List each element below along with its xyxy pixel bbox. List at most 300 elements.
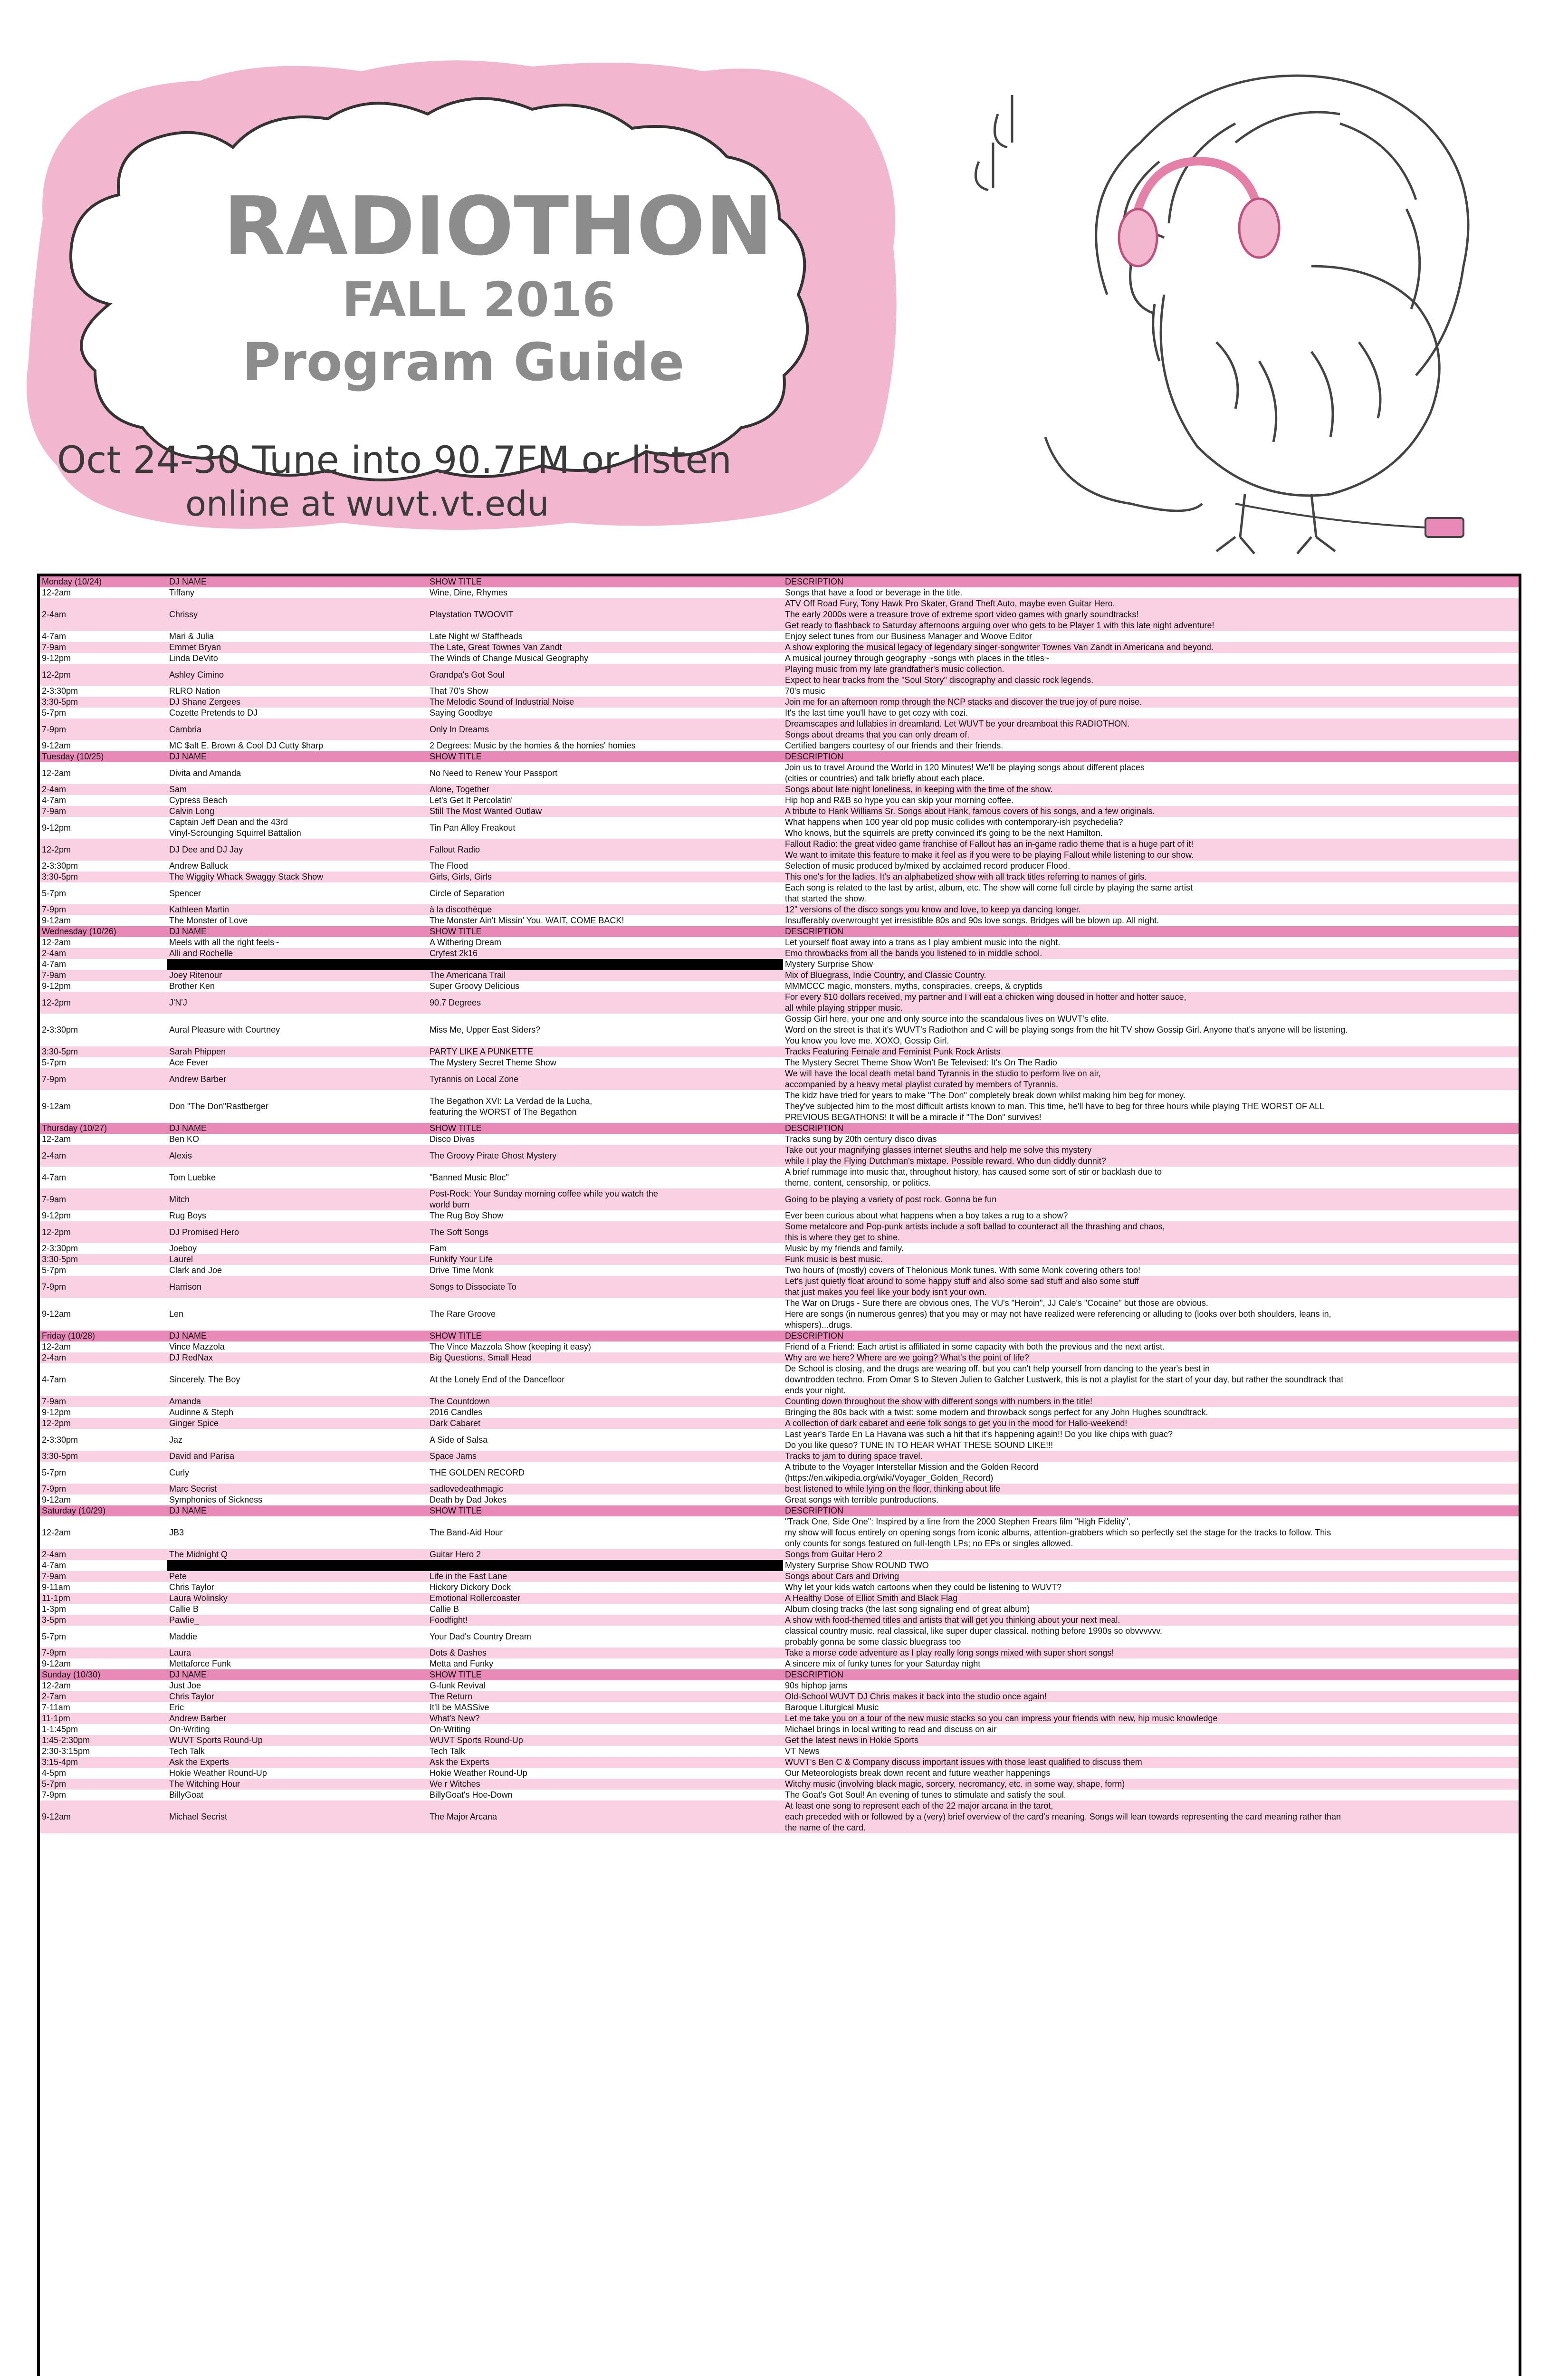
schedule-row <box>40 1057 1519 1068</box>
show-title: The Flood <box>428 861 783 872</box>
dj-name: The Monster of Love <box>167 915 428 926</box>
show-description: 12" versions of the disco songs you know and love, to keep ya dancing longer. <box>783 904 1519 915</box>
time-slot: 5-7pm <box>40 1462 167 1484</box>
schedule-row <box>40 642 1519 653</box>
show-description: Bringing the 80s back with a twist: some modern and throwback songs perfect for any John Hughes soundtrack. <box>783 1407 1519 1418</box>
dj-name: Kathleen Martin <box>167 904 428 915</box>
time-slot: 9-12pm <box>40 653 167 664</box>
show-title-header: SHOW TITLE <box>428 576 783 587</box>
show-title: Tech Talk <box>428 1746 783 1757</box>
show-title: Hokie Weather Round-Up <box>428 1768 783 1779</box>
time-slot: 7-9am <box>40 970 167 981</box>
time-slot: 7-9am <box>40 642 167 653</box>
show-title: Circle of Separation <box>428 882 783 904</box>
schedule-row <box>40 1757 1519 1768</box>
show-description: A collection of dark cabaret and eerie folk songs to get you in the mood for Hallo-weekend! <box>783 1418 1519 1429</box>
time-slot: 3:15-4pm <box>40 1757 167 1768</box>
time-slot: 4-7am <box>40 1167 167 1188</box>
dj-name: Just Joe <box>167 1680 428 1691</box>
dj-name: Tech Talk <box>167 1746 428 1757</box>
schedule-row <box>40 1648 1519 1658</box>
time-slot: 3-5pm <box>40 1615 167 1626</box>
show-description: A brief rummage into music that, throughout history, has caused some sort of stir or backlash due to theme, content, censorship, or politics. <box>783 1167 1519 1188</box>
time-slot: 12-2pm <box>40 1418 167 1429</box>
schedule-row <box>40 839 1519 861</box>
time-slot: 7-9pm <box>40 1648 167 1658</box>
show-title: Playstation TWOOVIT <box>428 598 783 631</box>
schedule-row <box>40 686 1519 697</box>
schedule-row <box>40 904 1519 915</box>
time-slot: 7-9pm <box>40 1790 167 1801</box>
schedule-row <box>40 861 1519 872</box>
show-title: On-Writing <box>428 1724 783 1735</box>
show-description: Let yourself float away into a trans as I play ambient music into the night. <box>783 937 1519 948</box>
show-description: Counting down throughout the show with different songs with numbers in the title! <box>783 1396 1519 1407</box>
show-description: Join us to travel Around the World in 120 Minutes! We'll be playing songs about different places (cities or countries) and talk briefly about each place. <box>783 762 1519 784</box>
time-slot: 5-7pm <box>40 882 167 904</box>
show-description: The Goat's Got Soul! An evening of tunes to stimulate and satisfy the soul. <box>783 1790 1519 1801</box>
schedule-row <box>40 1341 1519 1352</box>
music-player-icon <box>1235 504 1463 537</box>
show-title: PARTY LIKE A PUNKETTE <box>428 1046 783 1057</box>
description-header: DESCRIPTION <box>783 1331 1519 1341</box>
show-description: A show with food-themed titles and artists that will get you thinking about your next meal. <box>783 1615 1519 1626</box>
show-description: Let me take you on a tour of the new music stacks so you can impress your friends with new, hip music knowledge <box>783 1713 1519 1724</box>
show-description: Great songs with terrible puntroductions. <box>783 1495 1519 1505</box>
schedule-row <box>40 1188 1519 1210</box>
dj-name: Ginger Spice <box>167 1418 428 1429</box>
dj-name: Curly <box>167 1462 428 1484</box>
dj-name: RLRO Nation <box>167 686 428 697</box>
day-name: Saturday (10/29) <box>40 1505 167 1516</box>
show-title-header: SHOW TITLE <box>428 926 783 937</box>
show-title: The Rare Groove <box>428 1298 783 1331</box>
show-title: The Countdown <box>428 1396 783 1407</box>
schedule-row <box>40 1352 1519 1363</box>
time-slot: 7-9am <box>40 1188 167 1210</box>
dj-name-header: DJ NAME <box>167 1505 428 1516</box>
day-header-row <box>40 751 1519 762</box>
day-name: Wednesday (10/26) <box>40 926 167 937</box>
schedule-row <box>40 1407 1519 1418</box>
show-title: Tin Pan Alley Freakout <box>428 817 783 839</box>
show-description: Tracks sung by 20th century disco divas <box>783 1134 1519 1145</box>
day-name: Sunday (10/30) <box>40 1669 167 1680</box>
time-slot: 9-12pm <box>40 1210 167 1221</box>
dj-name: Captain Jeff Dean and the 43rd Vinyl-Scrounging Squirrel Battalion <box>167 817 428 839</box>
time-slot: 7-9am <box>40 806 167 817</box>
show-title: Emotional Rollercoaster <box>428 1593 783 1604</box>
dj-name: DJ RedNax <box>167 1352 428 1363</box>
time-slot: 2-4am <box>40 1145 167 1167</box>
show-title: The Melodic Sound of Industrial Noise <box>428 697 783 708</box>
time-slot: 2:30-3:15pm <box>40 1746 167 1757</box>
schedule-row <box>40 882 1519 904</box>
dj-name: Pawlie_ <box>167 1615 428 1626</box>
dj-name: Linda DeVito <box>167 653 428 664</box>
show-description: Michael brings in local writing to read and discuss on air <box>783 1724 1519 1735</box>
dj-name: Mitch <box>167 1188 428 1210</box>
schedule-row <box>40 1691 1519 1702</box>
day-name: Tuesday (10/25) <box>40 751 167 762</box>
time-slot: 11-1pm <box>40 1713 167 1724</box>
show-description: Mystery Surprise Show <box>783 959 1519 970</box>
time-slot: 4-7am <box>40 959 167 970</box>
show-description: A tribute to Hank Williams Sr. Songs about Hank, famous covers of his songs, and a few originals. <box>783 806 1519 817</box>
dj-name: Ashley Cimino <box>167 664 428 686</box>
day-name: Thursday (10/27) <box>40 1123 167 1134</box>
schedule-row <box>40 697 1519 708</box>
show-title: The Band-Aid Hour <box>428 1516 783 1549</box>
show-description: Friend of a Friend: Each artist is affiliated in some capacity with both the previous and the next artist. <box>783 1341 1519 1352</box>
time-slot: 5-7pm <box>40 1626 167 1648</box>
time-slot: 2-4am <box>40 1549 167 1560</box>
show-title: Metta and Funky <box>428 1658 783 1669</box>
time-slot: 9-12pm <box>40 817 167 839</box>
dj-name: Chris Taylor <box>167 1691 428 1702</box>
show-description: Playing music from my late grandfather's music collection. Expect to hear tracks from the "Soul Story" discography and classic rock legends. <box>783 664 1519 686</box>
schedule-row <box>40 1396 1519 1407</box>
dj-name: J'N'J <box>167 992 428 1014</box>
show-title-header: SHOW TITLE <box>428 1123 783 1134</box>
show-title: BillyGoat's Hoe-Down <box>428 1790 783 1801</box>
dj-name: On-Writing <box>167 1724 428 1735</box>
day-header-row <box>40 926 1519 937</box>
dj-name: Cypress Beach <box>167 795 428 806</box>
show-description: Tracks to jam to during space travel. <box>783 1451 1519 1462</box>
show-title: The Begathon XVI: La Verdad de la Lucha, featuring the WORST of The Begathon <box>428 1090 783 1123</box>
time-slot: 2-4am <box>40 598 167 631</box>
show-title: Alone, Together <box>428 784 783 795</box>
show-title: That 70's Show <box>428 686 783 697</box>
time-slot: 11-1pm <box>40 1593 167 1604</box>
time-slot: 9-12am <box>40 1495 167 1505</box>
schedule-row <box>40 1484 1519 1495</box>
show-title: Cryfest 2k16 <box>428 948 783 959</box>
day-header-row <box>40 1331 1519 1341</box>
tagline-line-1: Oct 24-30 Tune into 90.7FM or listen <box>57 439 732 482</box>
show-description: Hip hop and R&B so hype you can skip your morning coffee. <box>783 795 1519 806</box>
dj-name: Sincerely, The Boy <box>167 1363 428 1396</box>
show-title: No Need to Renew Your Passport <box>428 762 783 784</box>
schedule-row <box>40 1090 1519 1123</box>
show-description: Some metalcore and Pop-punk artists include a soft ballad to counteract all the thrashing and chaos, this is where they get to shine. <box>783 1221 1519 1243</box>
show-title: Life in the Fast Lane <box>428 1571 783 1582</box>
show-description: Mix of Bluegrass, Indie Country, and Classic Country. <box>783 970 1519 981</box>
show-title: Fallout Radio <box>428 839 783 861</box>
show-description: For every $10 dollars received, my partner and I will eat a chicken wing doused in hotter and hotter sauce, all while playing stripper music. <box>783 992 1519 1014</box>
show-description: Album closing tracks (the last song signaling end of great album) <box>783 1604 1519 1615</box>
dj-name: Chris Taylor <box>167 1582 428 1593</box>
time-slot: 3:30-5pm <box>40 872 167 882</box>
schedule-row <box>40 992 1519 1014</box>
schedule-row <box>40 664 1519 686</box>
schedule-table <box>40 576 1519 1833</box>
dj-name: DJ Promised Hero <box>167 1221 428 1243</box>
show-description: We will have the local death metal band Tyrannis in the studio to perform live on air, accompanied by a heavy metal playlist curated by members of Tyrannis. <box>783 1068 1519 1090</box>
show-description: Emo throwbacks from all the bands you listened to in middle school. <box>783 948 1519 959</box>
show-description: Take a morse code adventure as I play really long songs mixed with super short songs! <box>783 1648 1519 1658</box>
show-title: Grandpa's Got Soul <box>428 664 783 686</box>
dj-name: Jaz <box>167 1429 428 1451</box>
time-slot: 7-9am <box>40 1571 167 1582</box>
show-title: Only In Dreams <box>428 719 783 740</box>
description-header: DESCRIPTION <box>783 926 1519 937</box>
time-slot: 2-3:30pm <box>40 1014 167 1046</box>
schedule-row <box>40 1418 1519 1429</box>
show-title: WUVT Sports Round-Up <box>428 1735 783 1746</box>
schedule-row <box>40 806 1519 817</box>
show-description: The War on Drugs - Sure there are obvious ones, The VU's "Heroin", JJ Cale's "Cocaine" but those are obvious. Here are songs (in numerous genres) that you may or may not have realized were referencing or alluding to (looks over both shoulders, leans in, whispers)...drugs. <box>783 1298 1519 1331</box>
schedule-row <box>40 959 1519 970</box>
time-slot: 4-7am <box>40 1560 167 1571</box>
redacted-bar <box>167 1560 783 1571</box>
dj-name: Cozette Pretends to DJ <box>167 708 428 719</box>
dj-name: Andrew Balluck <box>167 861 428 872</box>
dj-name: Aural Pleasure with Courtney <box>167 1014 428 1046</box>
show-title: Miss Me, Upper East Siders? <box>428 1014 783 1046</box>
dj-name: DJ Dee and DJ Jay <box>167 839 428 861</box>
schedule-row <box>40 1014 1519 1046</box>
show-description: Selection of music produced by/mixed by acclaimed record producer Flood. <box>783 861 1519 872</box>
time-slot: 1-1:45pm <box>40 1724 167 1735</box>
dj-name-header: DJ NAME <box>167 926 428 937</box>
show-description: WUVT's Ben C & Company discuss important issues with those least qualified to discuss them <box>783 1757 1519 1768</box>
show-title: Big Questions, Small Head <box>428 1352 783 1363</box>
show-title: The Rug Boy Show <box>428 1210 783 1221</box>
show-description: At least one song to represent each of the 22 major arcana in the tarot, each preceded with or followed by a (very) brief overview of the card's meaning. Songs will lean towards representing the card meaning rather than the name of the card. <box>783 1801 1519 1833</box>
subtitle-text: FALL 2016 <box>342 272 615 327</box>
show-description: Funk music is best music. <box>783 1254 1519 1265</box>
show-description: MMMCCC magic, monsters, myths, conspiracies, creeps, & cryptids <box>783 981 1519 992</box>
show-description: Dreamscapes and lullabies in dreamland. Let WUVT be your dreamboat this RADIOTHON. Songs about dreams that you can only dream of. <box>783 719 1519 740</box>
day-header-row <box>40 1505 1519 1516</box>
day-header-row <box>40 576 1519 587</box>
description-header: DESCRIPTION <box>783 576 1519 587</box>
schedule-row <box>40 1167 1519 1188</box>
schedule-row <box>40 653 1519 664</box>
dj-name: JB3 <box>167 1516 428 1549</box>
dj-name-header: DJ NAME <box>167 1123 428 1134</box>
show-title: Death by Dad Jokes <box>428 1495 783 1505</box>
schedule-row <box>40 1516 1519 1549</box>
description-header: DESCRIPTION <box>783 751 1519 762</box>
time-slot: 7-9pm <box>40 719 167 740</box>
schedule-row <box>40 784 1519 795</box>
schedule-row <box>40 1221 1519 1243</box>
schedule-row <box>40 937 1519 948</box>
show-title: sadlovedeathmagic <box>428 1484 783 1495</box>
show-title: Your Dad's Country Dream <box>428 1626 783 1648</box>
show-description: Baroque Liturgical Music <box>783 1702 1519 1713</box>
time-slot: 12-2am <box>40 587 167 598</box>
dj-name: Mettaforce Funk <box>167 1658 428 1669</box>
schedule-row <box>40 915 1519 926</box>
show-title: Ask the Experts <box>428 1757 783 1768</box>
time-slot: 1:45-2:30pm <box>40 1735 167 1746</box>
show-title: The Americana Trail <box>428 970 783 981</box>
dj-name: Joey Ritenour <box>167 970 428 981</box>
show-title: Let's Get It Percolatin' <box>428 795 783 806</box>
dj-name-header: DJ NAME <box>167 1331 428 1341</box>
time-slot: 9-12pm <box>40 981 167 992</box>
show-description: What happens when 100 year old pop music collides with contemporary-ish psychedelia? Who knows, but the squirrels are pretty convinced it's going to be the next Hamilton. <box>783 817 1519 839</box>
title-text: RADIOTHON <box>223 180 773 274</box>
show-description: Two hours of (mostly) covers of Thelonious Monk tunes. With some Monk covering others too! <box>783 1265 1519 1276</box>
show-description: Tracks Featuring Female and Feminist Punk Rock Artists <box>783 1046 1519 1057</box>
schedule-row <box>40 762 1519 784</box>
dj-name: Harrison <box>167 1276 428 1298</box>
dj-name: Tom Luebke <box>167 1167 428 1188</box>
show-description: Songs that have a food or beverage in the title. <box>783 587 1519 598</box>
dj-name: Hokie Weather Round-Up <box>167 1768 428 1779</box>
dj-name: Amanda <box>167 1396 428 1407</box>
dj-name: Tiffany <box>167 587 428 598</box>
show-description: classical country music. real classical, like super duper classical. nothing before 1990s so obvvvvvv. probably gonna be some classic bluegrass too <box>783 1626 1519 1648</box>
dj-name: Don "The Don"Rastberger <box>167 1090 428 1123</box>
schedule-row <box>40 1735 1519 1746</box>
time-slot: 12-2pm <box>40 664 167 686</box>
dj-name: Laurel <box>167 1254 428 1265</box>
show-title: The Vince Mazzola Show (keeping it easy) <box>428 1341 783 1352</box>
show-description: Join me for an afternoon romp through the NCP stacks and discover the true joy of pure noise. <box>783 697 1519 708</box>
show-title: The Late, Great Townes Van Zandt <box>428 642 783 653</box>
dj-name: Brother Ken <box>167 981 428 992</box>
schedule-row <box>40 1046 1519 1057</box>
time-slot: 12-2am <box>40 1341 167 1352</box>
dj-name: Calvin Long <box>167 806 428 817</box>
show-description: Insufferably overwrought yet irresistible 80s and 90s love songs. Bridges will be blown up. All night. <box>783 915 1519 926</box>
dj-name: Michael Secrist <box>167 1801 428 1833</box>
show-title: A Side of Salsa <box>428 1429 783 1451</box>
time-slot: 12-2am <box>40 1680 167 1691</box>
schedule-row <box>40 1615 1519 1626</box>
dj-name: Alexis <box>167 1145 428 1167</box>
show-description: Fallout Radio: the great video game franchise of Fallout has an in-game radio theme that is a huge part of it! We want to imitate this feature to make it feel as if you were to be playing Fallout while listening to our show. <box>783 839 1519 861</box>
time-slot: 12-2pm <box>40 1221 167 1243</box>
time-slot: 7-9pm <box>40 1068 167 1090</box>
time-slot: 3:30-5pm <box>40 1451 167 1462</box>
dj-name: Andrew Barber <box>167 1713 428 1724</box>
dj-name: Ask the Experts <box>167 1757 428 1768</box>
time-slot: 2-4am <box>40 784 167 795</box>
dj-name: MC $alt E. Brown & Cool DJ Cutty $harp <box>167 740 428 751</box>
dj-name: Laura <box>167 1648 428 1658</box>
show-title: Super Groovy Delicious <box>428 981 783 992</box>
time-slot: 7-9pm <box>40 1276 167 1298</box>
dj-name: Spencer <box>167 882 428 904</box>
show-title: A Withering Dream <box>428 937 783 948</box>
show-title: The Winds of Change Musical Geography <box>428 653 783 664</box>
show-title: Wine, Dine, Rhymes <box>428 587 783 598</box>
show-title: à la discothèque <box>428 904 783 915</box>
schedule-row <box>40 1801 1519 1833</box>
time-slot: 4-7am <box>40 631 167 642</box>
show-title: 90.7 Degrees <box>428 992 783 1014</box>
dj-name-header: DJ NAME <box>167 1669 428 1680</box>
dj-name: Symphonies of Sickness <box>167 1495 428 1505</box>
show-title-header: SHOW TITLE <box>428 751 783 762</box>
show-description: De School is closing, and the drugs are wearing off, but you can't help yourself from dancing to the year's best in downtrodden techno. From Omar S to Steven Julien to Galcher Lustwerk, this is not a playlist for the start of your day, but rather the soundtrack that ends your night. <box>783 1363 1519 1396</box>
dj-name: Callie B <box>167 1604 428 1615</box>
day-name: Friday (10/28) <box>40 1331 167 1341</box>
schedule-row <box>40 795 1519 806</box>
show-description: Old-School WUVT DJ Chris makes it back into the studio once again! <box>783 1691 1519 1702</box>
show-title: Funkify Your Life <box>428 1254 783 1265</box>
time-slot: 7-9am <box>40 1396 167 1407</box>
time-slot: 12-2pm <box>40 839 167 861</box>
time-slot: 7-9pm <box>40 1484 167 1495</box>
time-slot: 2-7am <box>40 1691 167 1702</box>
dj-name: Andrew Barber <box>167 1068 428 1090</box>
dj-name: Pete <box>167 1571 428 1582</box>
schedule-row <box>40 948 1519 959</box>
time-slot: 7-11am <box>40 1702 167 1713</box>
schedule-row <box>40 631 1519 642</box>
dj-name: David and Parisa <box>167 1451 428 1462</box>
schedule-row <box>40 1593 1519 1604</box>
time-slot: 7-9pm <box>40 904 167 915</box>
dj-name: Eric <box>167 1702 428 1713</box>
time-slot: 9-12am <box>40 1801 167 1833</box>
turkey-illustration <box>975 76 1468 554</box>
dj-name: Marc Secrist <box>167 1484 428 1495</box>
time-slot: 3:30-5pm <box>40 1254 167 1265</box>
dj-name: Sarah Phippen <box>167 1046 428 1057</box>
dj-name: Len <box>167 1298 428 1331</box>
time-slot: 9-12am <box>40 1658 167 1669</box>
show-title: The Groovy Pirate Ghost Mystery <box>428 1145 783 1167</box>
show-description: Enjoy select tunes from our Business Manager and Woove Editor <box>783 631 1519 642</box>
schedule-row <box>40 1724 1519 1735</box>
schedule-row <box>40 1746 1519 1757</box>
dj-name: Mari & Julia <box>167 631 428 642</box>
dj-name: Vince Mazzola <box>167 1341 428 1352</box>
header-banner <box>0 0 1568 573</box>
schedule-row <box>40 1276 1519 1298</box>
time-slot: 9-12pm <box>40 1407 167 1418</box>
show-title: Callie B <box>428 1604 783 1615</box>
time-slot: 9-12am <box>40 1090 167 1123</box>
show-title: G-funk Revival <box>428 1680 783 1691</box>
schedule-row <box>40 1451 1519 1462</box>
schedule-row <box>40 719 1519 740</box>
schedule-row <box>40 740 1519 751</box>
show-description: Get the latest news in Hokie Sports <box>783 1735 1519 1746</box>
show-title: Disco Divas <box>428 1134 783 1145</box>
show-title: Saying Goodbye <box>428 708 783 719</box>
show-description: Songs from Guitar Hero 2 <box>783 1549 1519 1560</box>
tagline-line-2: online at wuvt.vt.edu <box>185 484 549 524</box>
schedule-row <box>40 970 1519 981</box>
show-description: Certified bangers courtesy of our friends and their friends. <box>783 740 1519 751</box>
dj-name: Alli and Rochelle <box>167 948 428 959</box>
schedule-row <box>40 1462 1519 1484</box>
schedule-row <box>40 1768 1519 1779</box>
show-description: A tribute to the Voyager Interstellar Mission and the Golden Record (https://en.wikipedia.org/wiki/Voyager_Golden_Record) <box>783 1462 1519 1484</box>
dj-name: Emmet Bryan <box>167 642 428 653</box>
time-slot: 9-12am <box>40 1298 167 1331</box>
schedule-row <box>40 708 1519 719</box>
show-description: This one's for the ladies. It's an alphabetized show with all track titles referring to names of girls. <box>783 872 1519 882</box>
show-title: Dots & Dashes <box>428 1648 783 1658</box>
show-title: The Return <box>428 1691 783 1702</box>
show-title: Post-Rock: Your Sunday morning coffee while you watch the world burn <box>428 1188 783 1210</box>
show-title: Guitar Hero 2 <box>428 1549 783 1560</box>
header-artwork <box>0 0 1568 573</box>
show-description: The Mystery Secret Theme Show Won't Be Televised: It's On The Radio <box>783 1057 1519 1068</box>
dj-name: BillyGoat <box>167 1790 428 1801</box>
